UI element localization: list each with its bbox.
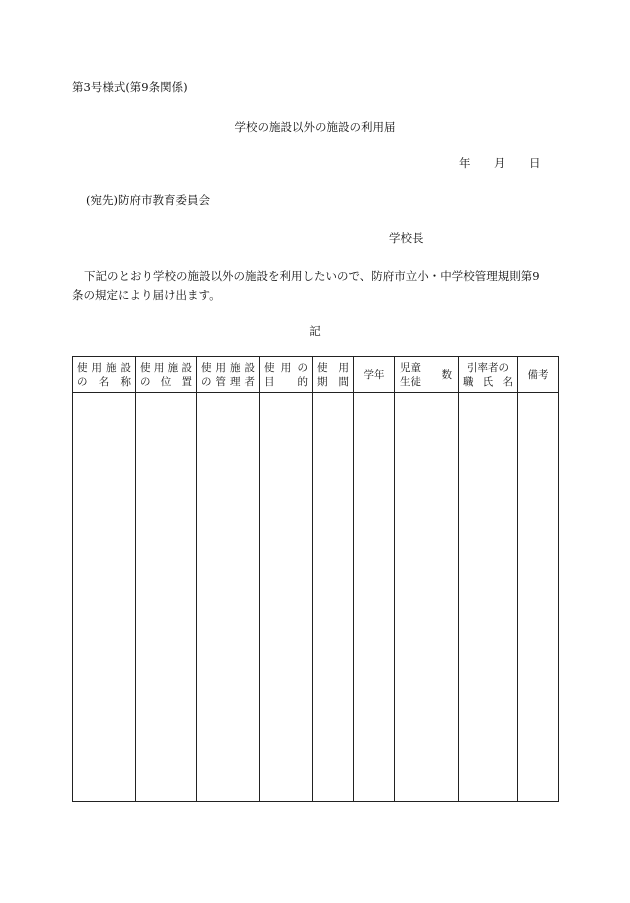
body-text xyxy=(72,267,564,305)
header-leader: 引率者の 職 氏 名 xyxy=(459,357,518,393)
header-period: 使 用 期 間 xyxy=(313,357,354,393)
date-year-label: 年 xyxy=(459,156,471,170)
addressee: (宛先)防府市教育委員会 xyxy=(86,193,210,207)
cell-remarks[interactable] xyxy=(518,393,559,802)
ki-heading: 記 xyxy=(309,324,321,338)
cell-period[interactable] xyxy=(313,393,354,802)
header-remarks: 備考 xyxy=(518,357,559,393)
header-grade: 学年 xyxy=(354,357,395,393)
body-line-2: 条の規定により届け出ます。 xyxy=(72,288,221,302)
form-number: 第3号様式(第9条関係) xyxy=(72,80,188,94)
header-facility-location: 使 用 施 設 の 位 置 xyxy=(136,357,197,393)
date-day-label: 日 xyxy=(529,156,541,170)
cell-facility-location[interactable] xyxy=(136,393,197,802)
header-purpose: 使 用 の 目 的 xyxy=(260,357,313,393)
body-line-1: 下記のとおり学校の施設以外の施設を利用したいので、防府市立小・中学校管理規則第9 xyxy=(84,269,540,283)
header-students: 児童 生徒 数 xyxy=(395,357,459,393)
table-header-row xyxy=(73,357,559,393)
cell-leader[interactable] xyxy=(459,393,518,802)
table-body-row xyxy=(73,393,559,802)
cell-facility-manager[interactable] xyxy=(197,393,260,802)
header-facility-name: 使 用 施 設 の 名 称 xyxy=(73,357,136,393)
date-month-label: 月 xyxy=(494,156,506,170)
cell-grade[interactable] xyxy=(354,393,395,802)
sender-title: 学校長 xyxy=(389,231,424,245)
cell-facility-name[interactable] xyxy=(73,393,136,802)
cell-students[interactable] xyxy=(395,393,459,802)
cell-purpose[interactable] xyxy=(260,393,313,802)
header-facility-manager: 使 用 施 設 の 管 理 者 xyxy=(197,357,260,393)
facility-usage-table xyxy=(72,356,559,802)
form-title: 学校の施設以外の施設の利用届 xyxy=(234,120,396,134)
